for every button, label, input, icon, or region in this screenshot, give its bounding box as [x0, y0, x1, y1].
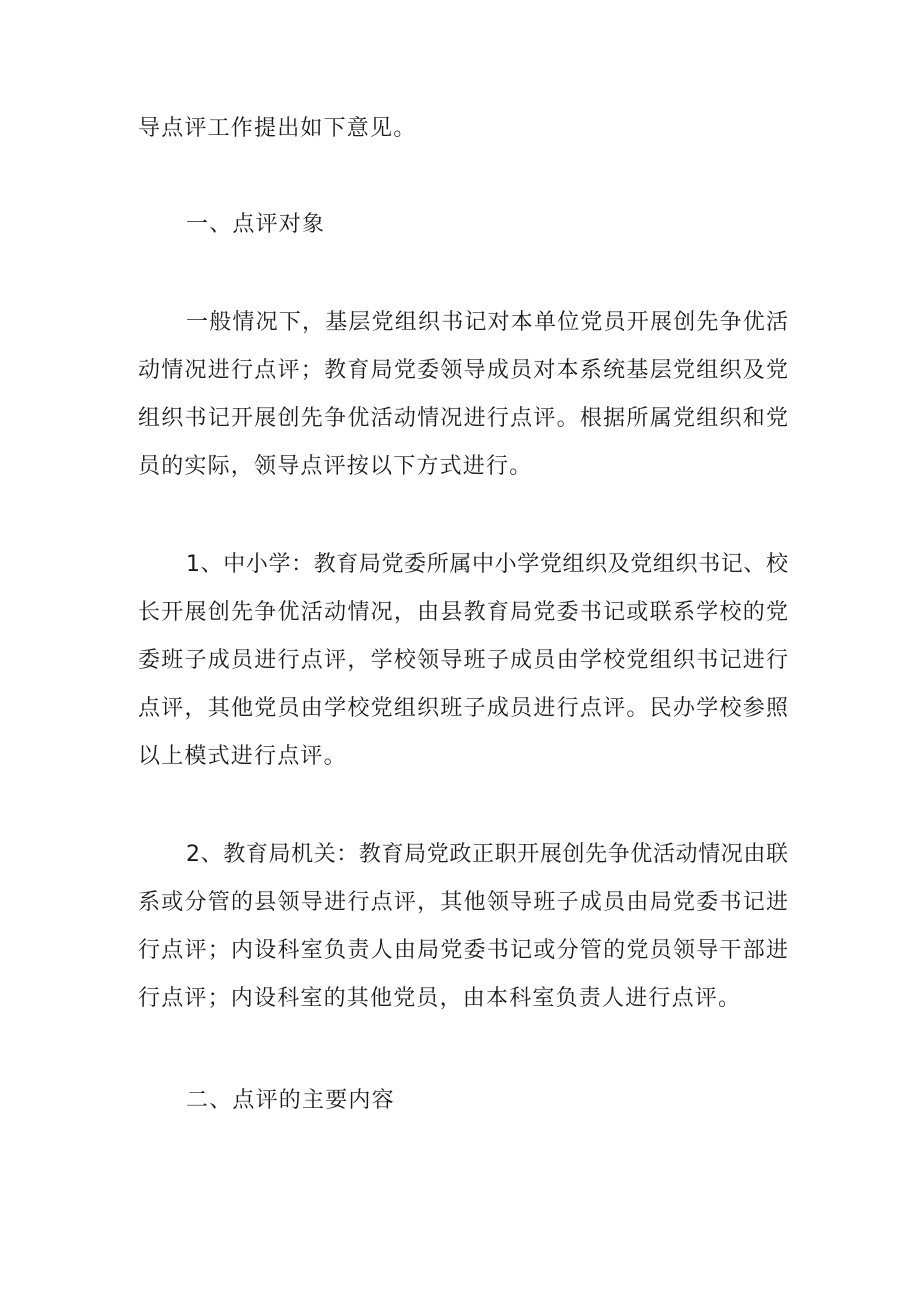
paragraph-line: 行点评；内设科室的其他党员，由本科室负责人进行点评。	[138, 986, 742, 1011]
paragraph-continuation: 导点评工作提出如下意见。	[138, 116, 417, 141]
paragraph-line: 动情况进行点评；教育局党委领导成员对本系统基层党组织及党	[138, 358, 788, 383]
paragraph-line: 行点评；内设科室负责人由局党委书记或分管的党员领导干部进	[138, 938, 788, 963]
section-heading-2: 二、点评的主要内容	[186, 1088, 395, 1113]
paragraph-line: 员的实际，领导点评按以下方式进行。	[138, 454, 533, 479]
paragraph-line: 组织书记开展创先争优活动情况进行点评。根据所属党组织和党	[138, 406, 788, 431]
paragraph-line: 1、中小学：教育局党委所属中小学党组织及党组织书记、校	[186, 552, 788, 577]
paragraph-line: 一般情况下，基层党组织书记对本单位党员开展创先争优活	[186, 310, 788, 335]
paragraph-line: 点评，其他党员由学校党组织班子成员进行点评。民办学校参照	[138, 696, 788, 721]
paragraph-line: 以上模式进行点评。	[138, 744, 347, 769]
paragraph-line: 系或分管的县领导进行点评，其他领导班子成员由局党委书记进	[138, 890, 788, 915]
paragraph-line: 长开展创先争优活动情况，由县教育局党委书记或联系学校的党	[138, 600, 788, 625]
paragraph-line: 委班子成员进行点评，学校领导班子成员由学校党组织书记进行	[138, 648, 788, 673]
paragraph-line: 2、教育局机关：教育局党政正职开展创先争优活动情况由联	[186, 842, 788, 867]
section-heading-1: 一、点评对象	[186, 212, 326, 237]
